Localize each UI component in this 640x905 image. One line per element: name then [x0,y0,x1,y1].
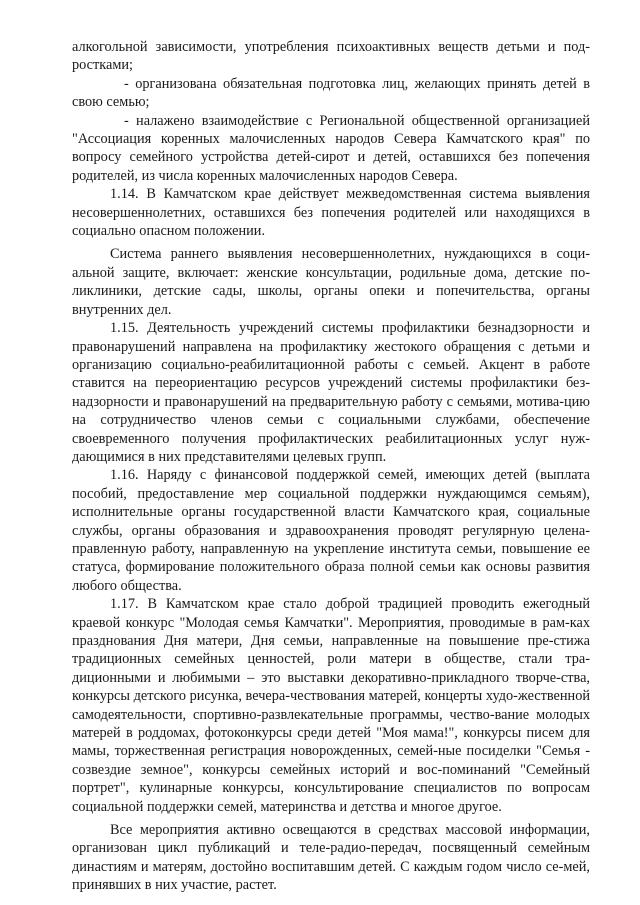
paragraph-section-1-14: 1.14. В Камчатском крае действует межведомственная система выявления несовершеннолетних, оставшихся без попечения родителей или находящихся в социально опасном положении. [72,186,590,240]
document-body [72,38,590,895]
paragraph-early-detection: Система раннего выявления несовершеннолетних, нуждающихся в соци-альной защите, включает: женские консультации, родильные дома, детские по-ликлиники, детские сады, школы, органы опеки и попечительства, органы внутренних дел. [72,246,590,318]
paragraph-media-coverage: Все мероприятия активно освещаются в средствах массовой информации, организован цикл публикаций и теле-радио-передач, посвященный семейным династиям и матерям, достойно воспитавшим детей. С каждым годом число се-мей, принявших в них участие, растет. [72,822,590,894]
paragraph-section-1-15: 1.15. Деятельность учреждений системы профилактики безнадзорности и правонарушений направлена на профилактику жестокого обращения с детьми и организацию социально-реабилитационной работы с семьей. Акцент в работе ставится на переориентацию ресурсов учреждений системы профилактики без-надзорности и правонарушений на предварительную работу с семьями, мотива-цию на сотрудничество членов семьи с социальными службами, обеспечение своевременного получения профилактических реабилитационных услуг нуж-дающимися в них представителями целевых групп. [72,320,590,465]
paragraph-section-1-16: 1.16. Наряду с финансовой поддержкой семей, имеющих детей (выплата пособий, предоставление мер социальной поддержки нуждающимся семьям), исполнительные органы государственной власти Камчатского края, социальные службы, органы образования и здравоохранения проводят регулярную целена-правленную работу, направленную на укрепление института семьи, повышение ее статуса, формирование положительного образа полной семьи как основы развития любого общества. [72,467,590,594]
paragraph-list-item: - организована обязательная подготовка лиц, желающих принять детей в свою семью; [72,75,590,111]
paragraph-continuation: алкогольной зависимости, употребления психоактивных веществ детьми и под-ростками; [72,39,590,74]
paragraph-section-1-17: 1.17. В Камчатском крае стало доброй традицией проводить ежегодный краевой конкурс "Молодая семья Камчатки". Мероприятия, проводимые в рам-ках празднования Дня матери, Дня семьи, направленные на повышение пре-стижа традиционных семейных ценностей, роли матери в обществе, стали тра-диционными и любимыми – это выставки декоративно-прикладного творче-ства, конкурсы детского рисунка, вечера-чествования матерей, концерты худо-жественной самодеятельности, спортивно-развлекательные программы, чество-вание молодых матерей в роддомах, фотоконкурсы среди детей "Моя мама!", конкурсы писем для мамы, торжественная регистрация новорожденных, семей-ные посиделки "Семья - созвездие земное", конкурсы семейных историй и вос-поминаний "Семейный портрет", кулинарные конкурсы, консультирование специалистов по вопросам социальной поддержки семей, материнства и детства и многое другое. [72,596,590,815]
paragraph-list-item: - налажено взаимодействие с Региональной общественной организацией "Ассоциация коренных малочисленных народов Севера Камчатского края" по вопросу семейного устройства детей-сирот и детей, оставшихся без попечения родителей, из числа коренных малочисленных народов Севера. [72,112,590,184]
